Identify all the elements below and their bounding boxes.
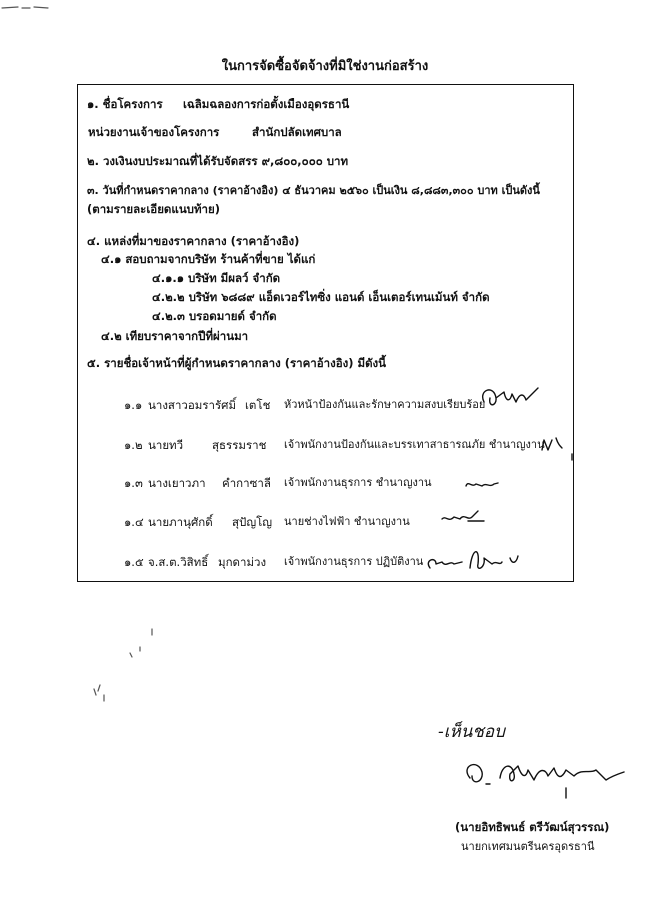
company-3: ๔.๒.๓ บรอดมายด์ จำกัด (152, 309, 277, 323)
member-1-position: หัวหน้าป้องกันและรักษาความสงบเรียบร้อย (284, 398, 486, 411)
mayor-title: นายกเทศมนตรีนครอุดรธานี (461, 840, 595, 853)
member-2-signature (538, 430, 582, 466)
mayor-signature (456, 752, 636, 804)
member-5-signature (422, 538, 526, 576)
member-4-last-name: สุปัญโญ (232, 515, 273, 529)
member-2-position: เจ้าพนักงานป้องกันและบรรเทาสาธารณภัย ชำนาญงาน (284, 438, 545, 451)
member-4-first-name: นายภานุศักดิ์ (148, 515, 213, 529)
member-5-position: เจ้าพนักงานธุรการ ปฏิบัติงาน (284, 555, 424, 568)
member-3-no: ๑.๓ (124, 476, 143, 490)
project-name: เฉลิมฉลองการก่อตั้งเมืองอุดรธานี (183, 97, 350, 111)
budget-line: ๒. วงเงินงบประมาณที่ได้รับจัดสรร ๙,๘๐๐,๐๐๐ บาท (87, 154, 349, 168)
member-3-last-name: คำกาซาลี (222, 476, 271, 490)
member-2-last-name: สุธรรมราช (212, 438, 267, 452)
member-2-first-name: นายทวี (148, 438, 184, 452)
company-1: ๔.๑.๑ บริษัท มีผลว์ จำกัด (152, 271, 281, 285)
scan-speck-marks (90, 625, 170, 705)
company-2: ๔.๒.๒ บริษัท ๖๘๘๙ แอ็ดเวอร์ไทซิ่ง แอนด์ เอ็นเตอร์เทนเม้นท์ จำกัด (152, 290, 490, 304)
agency-name: สำนักปลัดเทศบาล (252, 125, 342, 139)
member-4-no: ๑.๔ (124, 515, 144, 529)
source-item-1: ๔.๑ สอบถามจากบริษัท ร้านค้าที่ขาย ได้แก่ (101, 252, 316, 266)
agency-label: หน่วยงานเจ้าของโครงการ (88, 125, 220, 139)
member-3-position: เจ้าพนักงานธุรการ ชำนาญงาน (284, 476, 432, 489)
member-5-no: ๑.๕ (124, 555, 144, 569)
member-5-first-name: จ.ส.ต.วิสิทธิ์ (148, 555, 209, 569)
approval-note: -เห็นชอบ (438, 722, 505, 742)
reference-price-note: (ตามรายละเอียดแนบท้าย) (87, 202, 221, 216)
member-5-last-name: มุกดาม่วง (218, 555, 267, 569)
member-2-no: ๑.๒ (124, 438, 143, 452)
member-3-signature (462, 474, 502, 494)
member-4-signature (438, 505, 490, 529)
mayor-name: (นายอิทธิพนธ์ ตรีวัฒน์สุวรรณ) (455, 820, 610, 834)
source-title: ๔. แหล่งที่มาของราคากลาง (ราคาอ้างอิง) (87, 234, 300, 248)
page-heading: ในการจัดซื้อจัดจ้างที่มิใช่งานก่อสร้าง (221, 59, 429, 74)
member-1-no: ๑.๑ (124, 398, 143, 412)
member-4-position: นายช่างไฟฟ้า ชำนาญงาน (284, 515, 410, 528)
member-1-signature (476, 380, 546, 414)
scan-artifact (0, 2, 60, 12)
project-label: ๑. ชื่อโครงการ (87, 97, 163, 111)
committee-title: ๕. รายชื่อเจ้าหน้าที่ผู้กำหนดราคากลาง (ราคาอ้างอิง) มีดังนี้ (87, 356, 387, 370)
member-1-first-name: นางสาวอมรารัศมิ์ (148, 398, 237, 412)
member-3-first-name: นางเยาวภา (148, 476, 206, 490)
reference-price-line: ๓. วันที่กำหนดราคากลาง (ราคาอ้างอิง) ๔ ธันวาคม ๒๕๖๐ เป็นเงิน ๘,๘๘๓,๓๐๐ บาท เป็นดังนี้ (87, 184, 540, 197)
member-1-last-name: เตโช (245, 398, 271, 412)
source-item-2: ๔.๒ เทียบราคาจากปีที่ผ่านมา (101, 329, 249, 343)
